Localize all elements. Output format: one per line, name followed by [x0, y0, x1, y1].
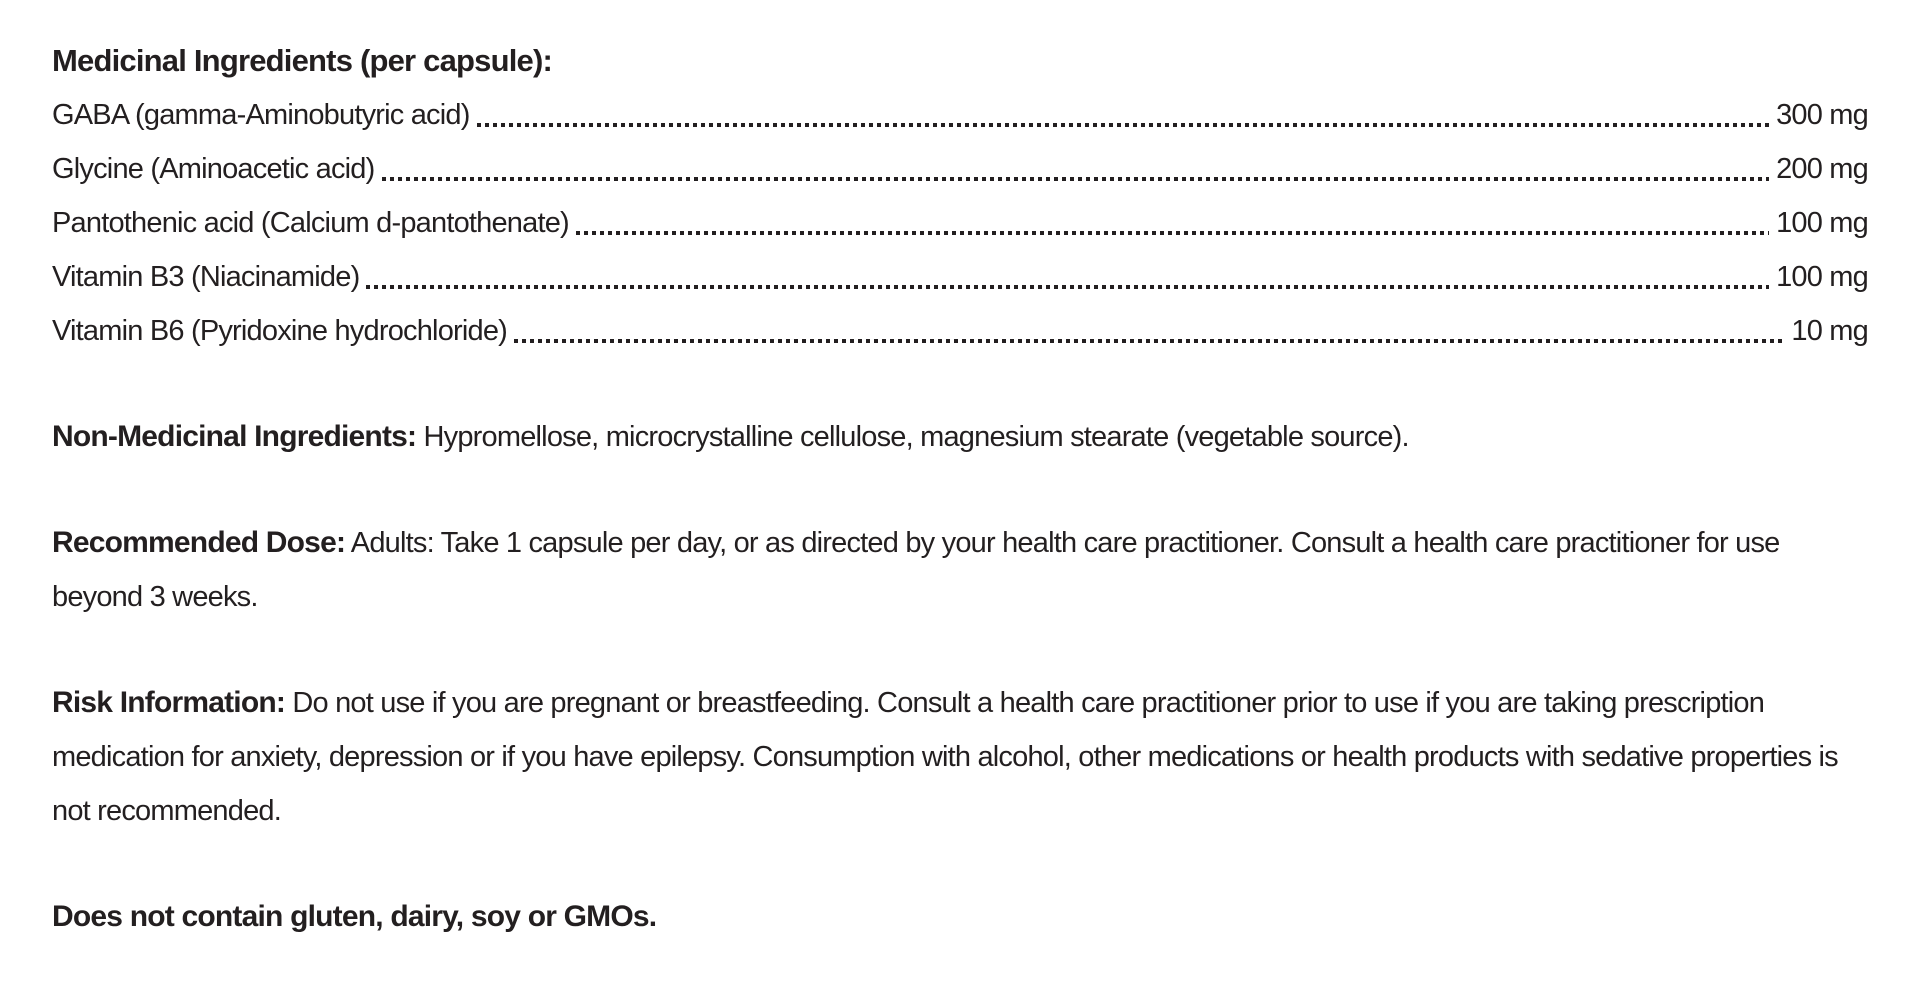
ingredient-name: GABA (gamma-Aminobutyric acid) [52, 99, 470, 131]
ingredient-row [52, 88, 1868, 142]
dot-leader [514, 339, 1784, 343]
ingredient-amount: 10 mg [1791, 315, 1868, 347]
ingredient-amount: 300 mg [1776, 99, 1868, 131]
dot-leader [477, 123, 1769, 127]
medicinal-ingredients-heading: Medicinal Ingredients (per capsule): [52, 43, 553, 78]
ingredient-name: Vitamin B6 (Pyridoxine hydrochloride) [52, 315, 508, 347]
risk-information-paragraph [52, 676, 1868, 838]
ingredient-name: Pantothenic acid (Calcium d-pantothenate) [52, 207, 569, 239]
ingredient-name: Glycine (Aminoacetic acid) [52, 153, 375, 185]
ingredient-row [52, 250, 1868, 304]
risk-information-text: Do not use if you are pregnant or breastfeeding. Consult a health care practitioner prior to use if you are taking prescription medication for anxiety, depression or if you have epilepsy. Consumption with alcohol, other medications or health products with sedative properties is not recommended. [52, 687, 1838, 827]
recommended-dose-heading: Recommended Dose: [52, 526, 346, 559]
recommended-dose-text: Adults: Take 1 capsule per day, or as directed by your health care practitioner. Consult a health care practitioner for use beyond 3 weeks. [52, 527, 1780, 613]
non-medicinal-heading: Non-Medicinal Ingredients: [52, 420, 417, 453]
dot-leader [576, 231, 1769, 235]
ingredient-name: Vitamin B3 (Niacinamide) [52, 261, 360, 293]
non-medicinal-ingredients-paragraph [52, 410, 1868, 464]
contains-statement: Does not contain gluten, dairy, soy or GMOs. [52, 900, 657, 933]
ingredient-amount: 100 mg [1776, 207, 1868, 239]
dot-leader [382, 177, 1770, 181]
ingredient-row [52, 304, 1868, 358]
dot-leader [366, 285, 1769, 289]
ingredient-amount: 100 mg [1776, 261, 1868, 293]
ingredient-amount: 200 mg [1776, 153, 1868, 185]
non-medicinal-text: Hypromellose, microcrystalline cellulose, magnesium stearate (vegetable source). [416, 421, 1409, 453]
ingredient-row [52, 196, 1868, 250]
risk-information-heading: Risk Information: [52, 686, 286, 719]
recommended-dose-paragraph [52, 516, 1868, 624]
ingredient-row [52, 142, 1868, 196]
